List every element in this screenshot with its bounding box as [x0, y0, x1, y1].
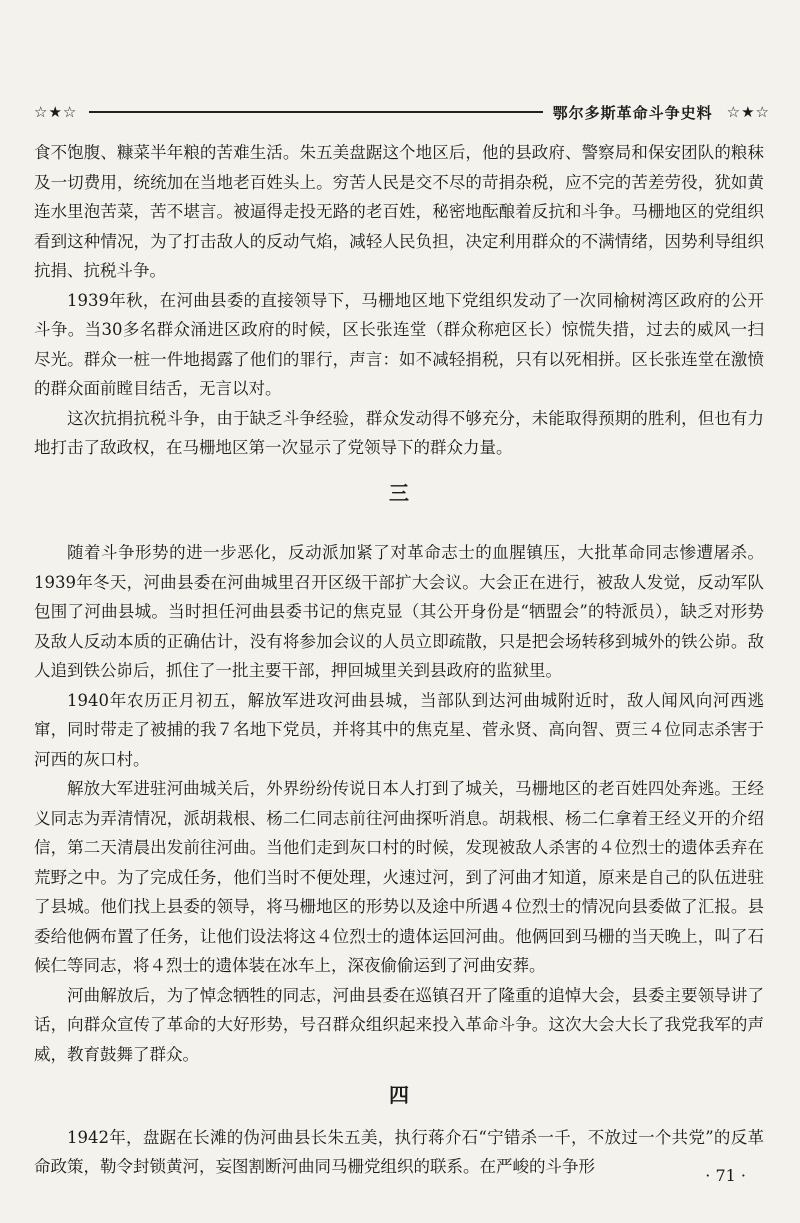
section-heading-3: 三: [389, 480, 409, 505]
paragraph: 1942年，盘踞在长滩的伪河曲县长朱五美，执行蒋介石“宁错杀一千，不放过一个共党”的反革命政策，勒令封锁黄河，妄图割断河曲同马栅党组织的联系。在严峻的斗争形: [34, 1127, 764, 1176]
paragraph: 随着斗争形势的进一步恶化，反动派加紧了对革命志士的血腥镇压，大批革命同志惨遭屠杀。1939年冬天，河曲县委在河曲城里召开区级干部扩大会议。大会正在进行，被敌人发觉，反动军队包围了河曲县城。当时担任河曲县委书记的焦克显（其公开身份是“牺盟会”的特派员），缺乏对形势及敌人反动本质的正确估计，没有将参加会议的人员立即疏散，只是把会场转移到城外的铁公峁。敌人追到铁公峁后，抓住了一批主要干部，押回城里关到县政府的监狱里。: [34, 543, 764, 680]
header-series-title: 鄂尔多斯革命斗争史料: [552, 103, 713, 122]
header-stars-right: ☆★☆: [726, 103, 770, 121]
paragraph: 河曲解放后，为了悼念牺牲的同志，河曲县委在巡镇召开了隆重的追悼大会，县委主要领导讲了话，向群众宣传了革命的大好形势，号召群众组织起来投入革命斗争。这次大会大长了我党我军的声威，教育鼓舞了群众。: [34, 985, 764, 1064]
paragraph: 1939年秋，在河曲县委的直接领导下，马栅地区地下党组织发动了一次同榆树湾区政府的公开斗争。当30多名群众涌进区政府的时候，区长张连堂（群众称疤区长）惊慌失措，过去的威风一扫尽光。群众一桩一件地揭露了他们的罪行，声言：如不减轻捐税，只有以死相拼。区长张连堂在激愤的群众面前瞠目结舌，无言以对。: [34, 290, 764, 398]
paragraph: 食不饱腹、糠菜半年粮的苦难生活。朱五美盘踞这个地区后，他的县政府、警察局和保安团队的粮秣及一切费用，统统加在当地老百姓头上。穷苦人民是交不尽的苛捐杂税，应不完的苦差劳役，犹如黄连水里泡苦菜，苦不堪言。被逼得走投无路的老百姓，秘密地酝酿着反抗和斗争。马栅地区的党组织看到这种情况，为了打击敌人的反动气焰，减轻人民负担，决定利用群众的不满情绪，因势利导组织抗捐、抗税斗争。: [34, 143, 764, 280]
paragraph: 解放大军进驻河曲城关后，外界纷纷传说日本人打到了城关，马栅地区的老百姓四处奔逃。王经义同志为弄清情况，派胡栽根、杨二仁同志前往河曲探听消息。胡栽根、杨二仁拿着王经义开的介绍信，第二天清晨出发前往河曲。当他们走到灰口村的时候，发现被敌人杀害的４位烈士的遗体丢弃在荒野之中。为了完成任务，他们当时不便处理，火速过河，到了河曲才知道，原来是自己的队伍进驻了县城。他们找上县委的领导，将马栅地区的形势以及途中所遇４位烈士的情况向县委做了汇报。县委给他俩布置了任务，让他们设法将这４位烈士的遗体运回河曲。他俩回到马栅的当天晚上，叫了石候仁等同志，将４烈士的遗体装在冰车上，深夜偷偷运到了河曲安葬。: [34, 779, 764, 975]
paragraph: 这次抗捐抗税斗争，由于缺乏斗争经验，群众发动得不够充分，未能取得预期的胜利，但也有力地打击了敌政权，在马栅地区第一次显示了党领导下的群众力量。: [34, 408, 764, 457]
page-number: · 71 ·: [705, 1166, 746, 1185]
section-heading-4: 四: [389, 1083, 409, 1107]
header-rule: [89, 111, 542, 113]
running-header: [34, 98, 770, 126]
header-stars-left: ☆★☆: [34, 103, 78, 121]
paragraph: 1940年农历正月初五，解放军进攻河曲县城，当部队到达河曲城附近时，敌人闻风向河西逃窜，同时带走了被捕的我７名地下党员，并将其中的焦克星、菅永贤、高向智、贾三４位同志杀害于河西的灰口村。: [34, 690, 764, 769]
page-body: [34, 138, 764, 1182]
